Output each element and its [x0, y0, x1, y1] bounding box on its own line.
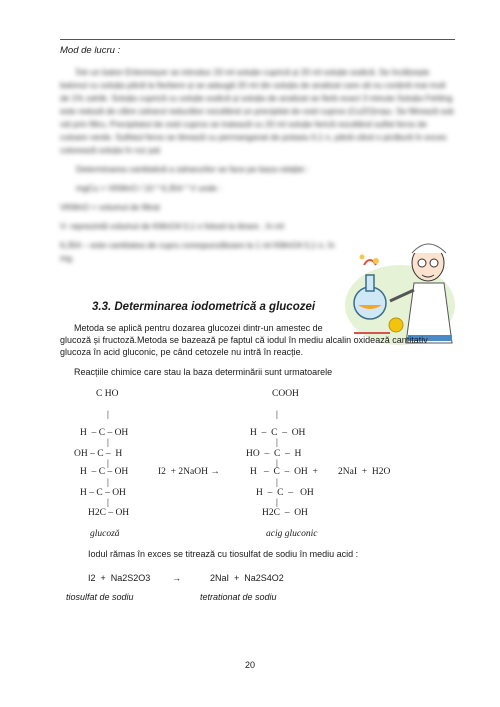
gluconic-bond: | — [276, 438, 278, 448]
gluconic-row: H2C – OH — [262, 508, 308, 518]
gluconic-acid-label: acig gluconic — [266, 529, 318, 539]
glucose-row: H – C – OH — [80, 488, 126, 498]
iodine-excess-text: Iodul rămas în exces se titrează cu tiosulfat de sodiu în mediu acid : — [88, 549, 359, 559]
gluconic-row: HO – C – H — [246, 449, 302, 459]
glucose-row: H – C – OH — [80, 428, 129, 438]
glucose-label: glucoză — [90, 529, 120, 539]
blurred-definition: 6,354 – este cantitatea de cupru corespunzătoare la 1 ml KMnO4 0,1 n, în mg. — [60, 240, 335, 263]
mod-de-lucru-label: Mod de lucru : — [60, 45, 121, 56]
gluconic-row: H – C – OH + — [250, 467, 318, 477]
tetrathionate-label: tetrationat de sodiu — [200, 592, 277, 602]
gluconic-row: H – C – OH — [250, 428, 306, 438]
intro-line-1: Metoda se aplică pentru dozarea glucozei dintr-un amestec de — [74, 323, 323, 333]
blurred-paragraph: Determinarea cantitativă a zaharurilor se face pe baza relației : — [76, 164, 309, 174]
page-number: 20 — [244, 660, 255, 670]
gluconic-bond: | — [276, 478, 278, 488]
thiosulfate-products: 2NaI + Na2S4O2 — [210, 573, 284, 583]
blurred-definition: VKMnO = volumul de filtrat — [60, 202, 160, 212]
thiosulfate-reactants: I2 + Na2S2O3 — [88, 573, 151, 583]
gluconic-bond: | — [276, 410, 278, 420]
section-heading: 3.3. Determinarea iodometrică a glucozei — [92, 301, 316, 313]
blurred-formula: mgCu = VKMnO / 10 * 6,354 * V unde : — [76, 183, 222, 193]
header-rule — [60, 39, 455, 40]
glucose-aldehyde-group: C HO — [96, 389, 119, 399]
glucose-row: H2C – OH — [88, 508, 130, 518]
glucose-row: OH – C – H — [74, 449, 123, 459]
reagents: I2 + 2NaOH → — [158, 467, 220, 477]
intro-line-2: glucoză și fructoză.Metoda se bazează pe faptul că iodul în mediu alcalin oxidează cantitativ — [60, 335, 428, 345]
reactions-intro: Reacțiile chimice care stau la baza determinării sunt urmatoarele — [74, 367, 333, 377]
thiosulfate-label: tiosulfat de sodiu — [66, 592, 134, 602]
products: 2NaI + H2O — [338, 467, 391, 477]
glucose-bond: | — [107, 438, 109, 448]
glucose-row: H – C – OH — [80, 467, 129, 477]
gluconic-row: H – C – OH — [256, 488, 314, 498]
glucose-bond: | — [107, 410, 109, 420]
reaction-arrow: → — [172, 573, 181, 583]
glucose-bond: | — [107, 498, 109, 508]
glucose-bond: | — [107, 459, 109, 469]
gluconic-carboxyl-group: COOH — [272, 389, 299, 399]
glucose-bond: | — [107, 478, 109, 488]
blurred-definition: V- reprezintă volumul de KMnO4 0,1 n folosit la titrare , în ml — [60, 221, 284, 231]
intro-line-3: glucoza în acid gluconic, pe când cetozele nu intră în reacție. — [60, 347, 304, 357]
gluconic-bond: | — [276, 459, 278, 469]
blurred-paragraph: Într-un balon Erlenmeyer se introduc 20 ml soluție cuprică și 20 ml soluție sodică. Se încălzește balonul cu soluția până la fierbere și se adaugă 20 ml din soluția de analizat care să nu conțină mai mult de 1% zahăr. Soluția cuprică cu soluție sodică și soluția de analizat se fierb exact 3 minute Soluția Fehling este redusă de către zaharul reducător rezultând un precipitat de oxid cupros (Cu2O)roșu. Se filtrează sub vid prin filtru, Precipitatul de oxid cupros se tratează cu 20 ml soluție ferică rezultând sulfat feros de culoare verde. Sulfatul feros se titrează cu permanganat de potasiu 0,1 n, până când o picătură în exces colorează soluția în roz pal. — [60, 67, 454, 155]
gluconic-bond: | — [276, 498, 278, 508]
